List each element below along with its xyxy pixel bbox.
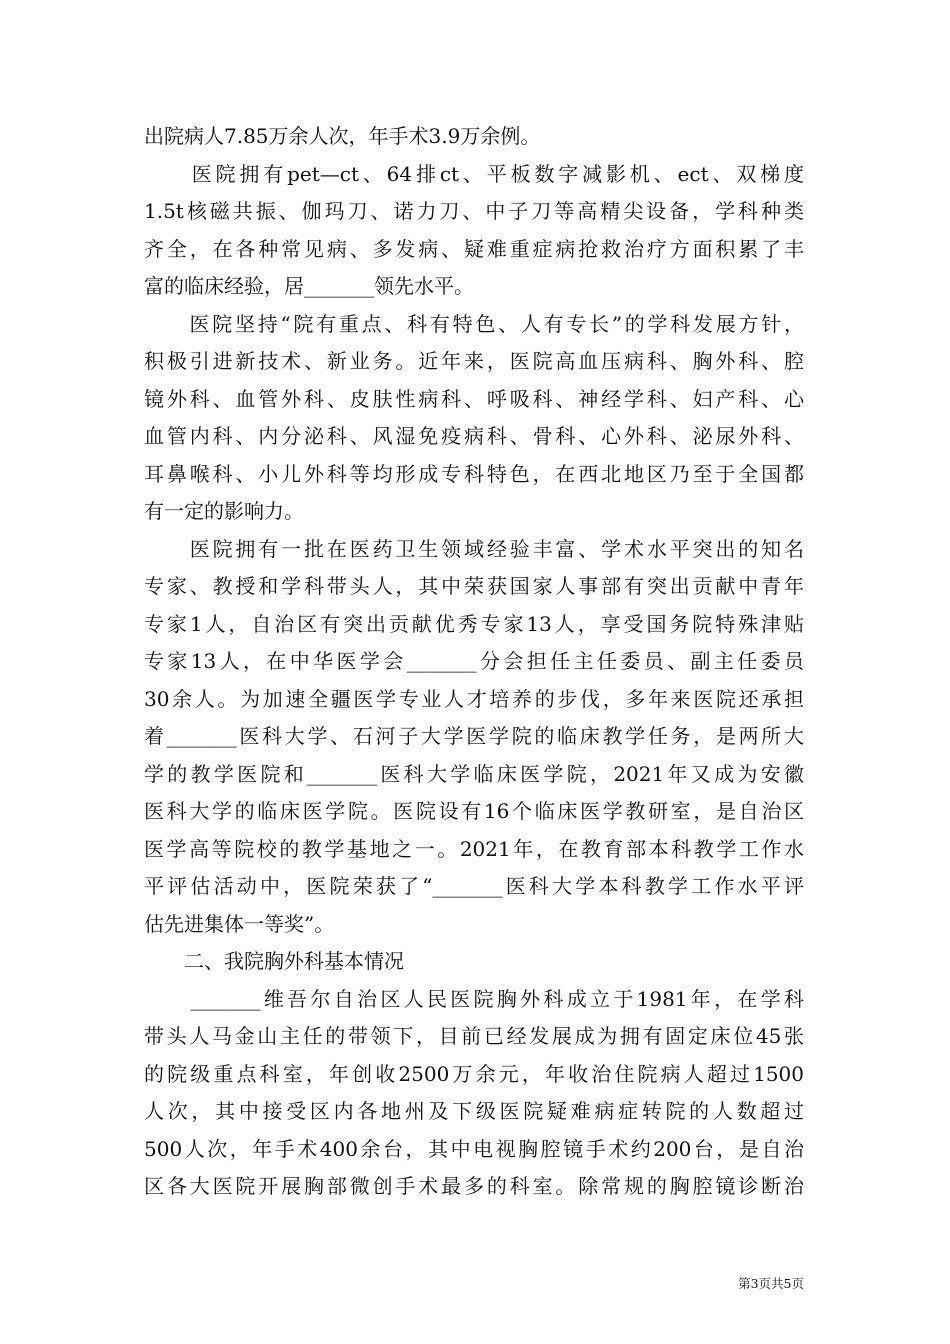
text-line: 有一定的影响力。 xyxy=(144,499,304,523)
text-line: 的院级重点科室，年创收2500万余元，年收治住院病人超过1500 xyxy=(144,1061,804,1086)
text-line: 估先进集体一等奖”。 xyxy=(144,911,335,936)
text-line: 着_______医科大学、石河子大学医学院的临床教学任务，是两所大 xyxy=(144,724,804,748)
text-line: 30余人。为加速全疆医学专业人才培养的步伐，多年来医院还承担 xyxy=(144,686,804,711)
text-line: 学的教学医院和_______医科大学临床医学院，2021年又成为安徽 xyxy=(144,761,804,786)
text-line: 积极引进新技术、新业务。近年来，医院高血压病科、胸外科、腔 xyxy=(144,349,804,373)
text-line: 专家、教授和学科带头人，其中荣获国家人事部有突出贡献中青年 xyxy=(144,574,804,598)
text-line: 人次，其中接受区内各地州及下级医院疑难病症转院的人数超过 xyxy=(144,1099,804,1123)
text-line: 专家1人，自治区有突出贡献优秀专家13人，享受国务院特殊津贴 xyxy=(144,611,804,636)
text-line: 1.5t核磁共振、伽玛刀、诺力刀、中子刀等高精尖设备，学科种类 xyxy=(144,199,804,223)
text-line: 医学高等院校的教学基地之一。2021年，在教育部本科教学工作水 xyxy=(144,836,804,861)
text-line: 医院拥有一批在医药卫生领域经验丰富、学术水平突出的知名 xyxy=(144,536,804,561)
page-number: 第3页共5页 xyxy=(738,1276,804,1291)
text-line: 专家13人，在中华医学会_______分会担任主任委员、副主任委员 xyxy=(144,649,804,673)
text-line: 富的临床经验，居_______领先水平。 xyxy=(144,274,474,298)
text-line: 血管内科、内分泌科、风湿免疫病科、骨科、心外科、泌尿外科、 xyxy=(144,424,804,448)
text-line: 500人次，年手术400余台，其中电视胸腔镜手术约200台，是自治 xyxy=(144,1136,804,1161)
text-line: 医院坚持“院有重点、科有特色、人有专长”的学科发展方针， xyxy=(144,311,804,336)
text-line: 镜外科、血管外科、皮肤性病科、呼吸科、神经学科、妇产科、心 xyxy=(144,386,804,411)
text-line: 耳鼻喉科、小儿外科等均形成专科特色，在西北地区乃至于全国都 xyxy=(144,461,804,486)
text-line: 平评估活动中，医院荣获了“_______医科大学本科教学工作水平评 xyxy=(144,874,804,898)
text-line: _______维吾尔自治区人民医院胸外科成立于1981年，在学科 xyxy=(144,986,804,1011)
text-line: 带头人马金山主任的带领下，目前已经发展成为拥有固定床位45张 xyxy=(144,1024,804,1048)
text-line: 医科大学的临床医学院。医院设有16个临床医学教研室，是自治区 xyxy=(144,799,804,823)
document-body xyxy=(144,118,804,1206)
text-line: 区各大医院开展胸部微创手术最多的科室。除常规的胸腔镜诊断治 xyxy=(144,1174,804,1198)
text-line: 齐全，在各种常见病、多发病、疑难重症病抢救治疗方面积累了丰 xyxy=(144,236,804,261)
text-line: 二、我院胸外科基本情况 xyxy=(144,949,404,973)
text-line: 出院病人7.85万余人次，年手术3.9万余例。 xyxy=(144,124,541,148)
text-line: 医院拥有pet—ct、64排ct、平板数字减影机、ect、双梯度 xyxy=(144,161,804,186)
